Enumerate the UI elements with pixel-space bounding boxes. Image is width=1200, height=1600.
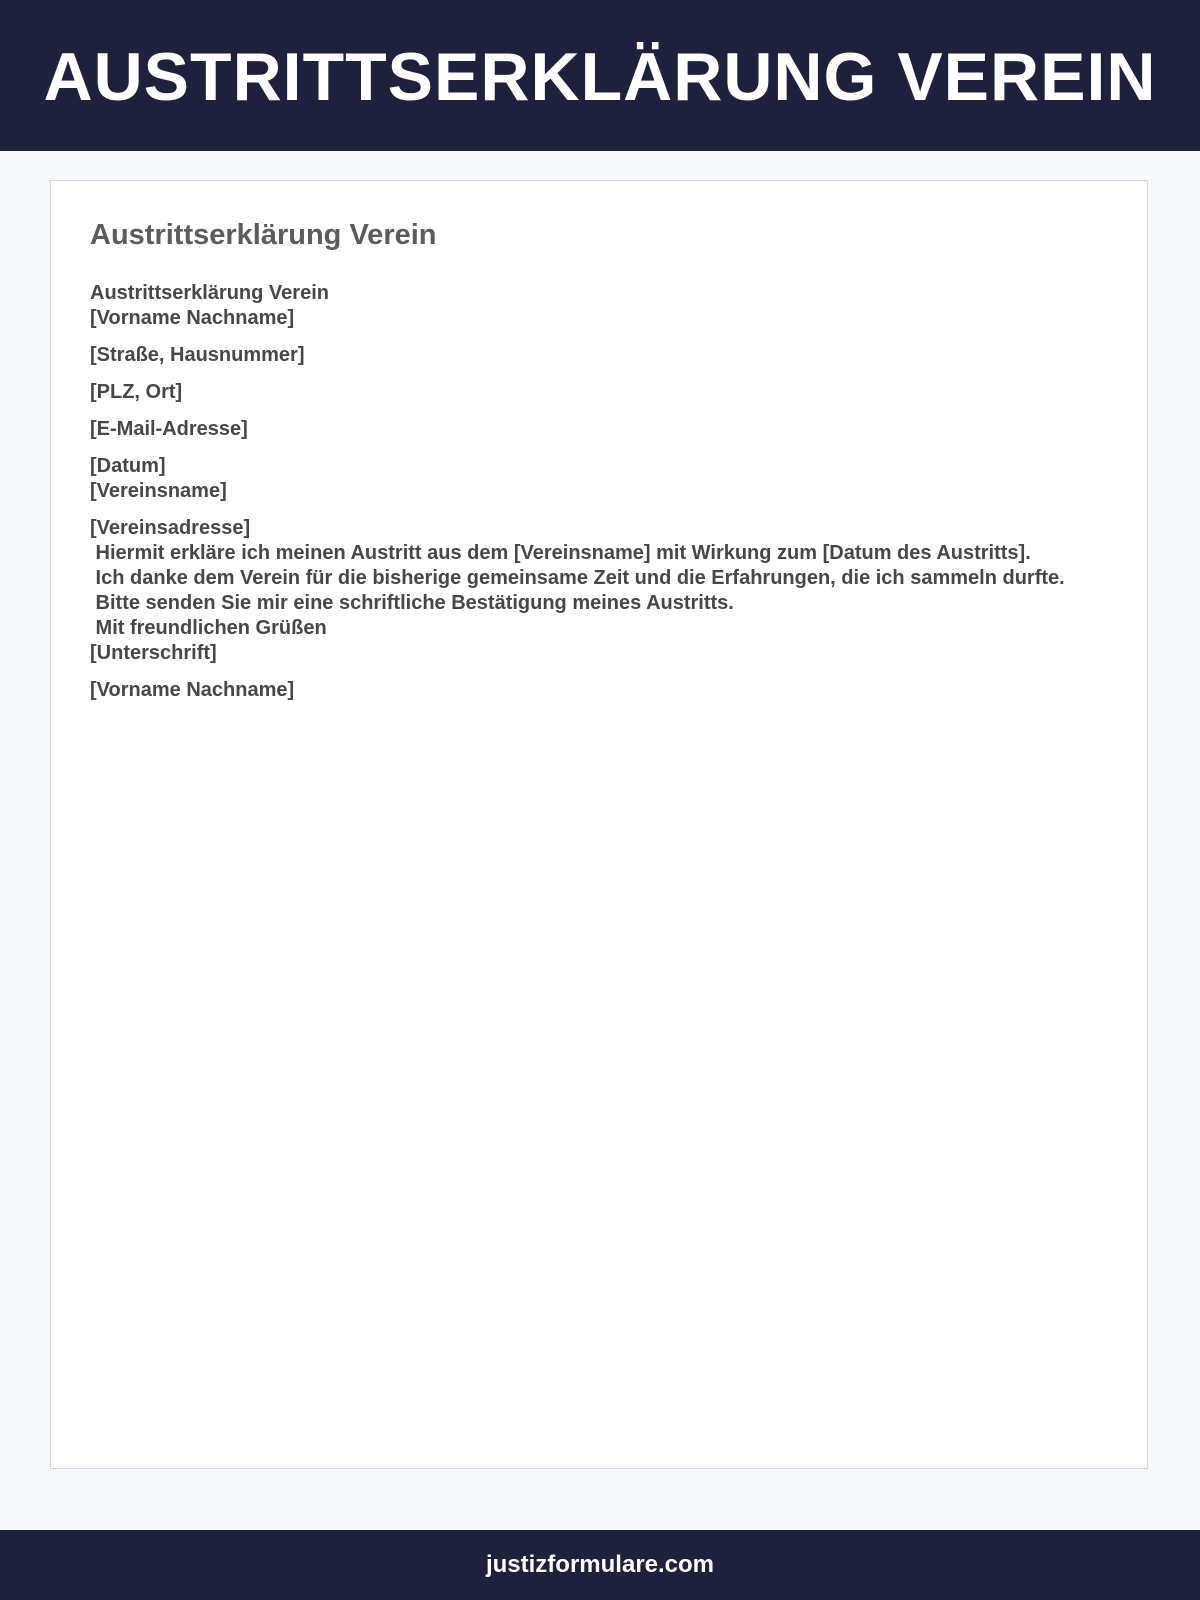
- paragraph-date-club: [90, 454, 1110, 504]
- club-address-placeholder: [Vereinsadresse]: [90, 517, 251, 539]
- page-footer: [0, 1530, 1200, 1600]
- paragraph-signer: [90, 678, 1110, 703]
- street-placeholder: [Straße, Hausnummer]: [90, 344, 305, 366]
- signature-placeholder: [Unterschrift]: [90, 642, 217, 664]
- letter-heading: Austrittserklärung Verein: [90, 282, 329, 304]
- header-title: AUSTRITTSERKLÄRUNG VEREIN: [43, 38, 1157, 115]
- email-placeholder: [E-Mail-Adresse]: [90, 418, 248, 440]
- paragraph-street: [90, 343, 1110, 368]
- page-header: [0, 0, 1200, 151]
- paragraph-sender-name: [90, 281, 1110, 331]
- signer-name-placeholder: [Vorname Nachname]: [90, 679, 295, 701]
- confirmation-request: Bitte senden Sie mir eine schriftliche Bestätigung meines Austritts.: [90, 592, 734, 614]
- zip-city-placeholder: [PLZ, Ort]: [90, 381, 183, 403]
- document-title: Austrittserklärung Verein: [90, 219, 437, 251]
- document-body: [90, 281, 1110, 715]
- club-name-placeholder: [Vereinsname]: [90, 480, 227, 502]
- paragraph-city: [90, 380, 1110, 405]
- date-placeholder: [Datum]: [90, 455, 166, 477]
- footer-site-link[interactable]: justizformulare.com: [485, 1551, 715, 1578]
- paragraph-email: [90, 417, 1110, 442]
- resignation-statement: Hiermit erkläre ich meinen Austritt aus dem [Vereinsname] mit Wirkung zum [Datum des Austritts].: [90, 542, 1031, 564]
- paragraph-body: [90, 516, 1110, 666]
- document-card: [50, 180, 1148, 1469]
- thanks-statement: Ich danke dem Verein für die bisherige gemeinsame Zeit und die Erfahrungen, die ich sammeln durfte.: [90, 567, 1065, 589]
- closing-greeting: Mit freundlichen Grüßen: [90, 617, 327, 639]
- sender-name-placeholder: [Vorname Nachname]: [90, 307, 295, 329]
